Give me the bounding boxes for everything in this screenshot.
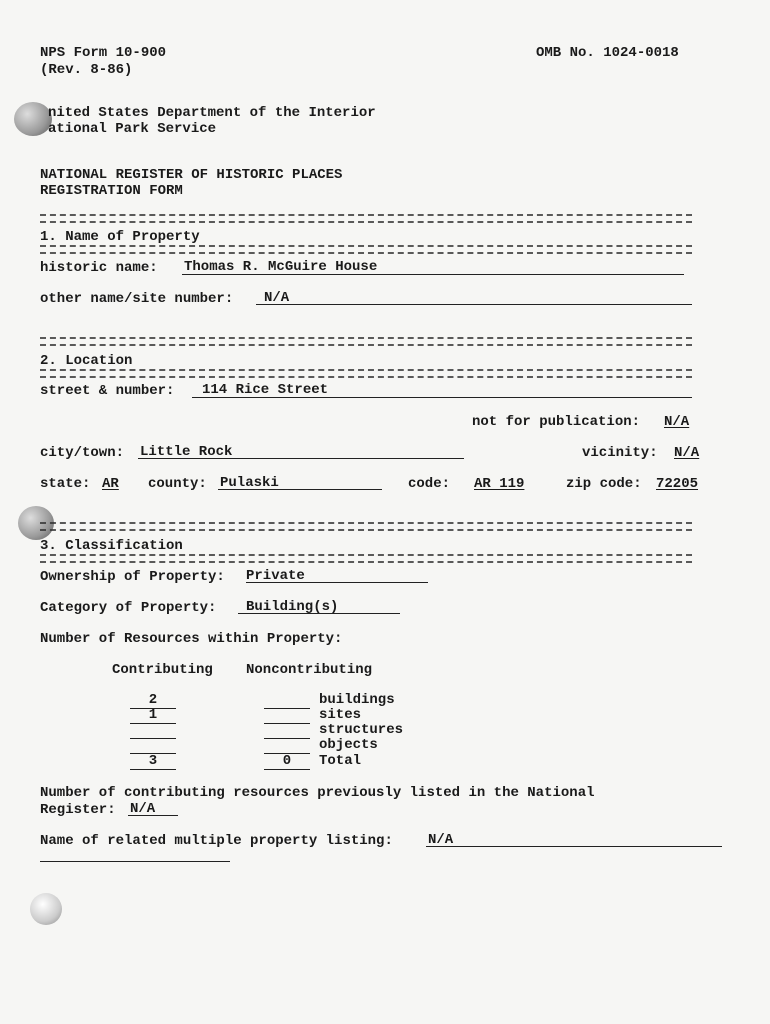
city-label: city/town: [40,445,125,461]
resource-label-buildings: buildings [319,692,395,708]
resources-label: Number of Resources within Property: [40,631,343,647]
section-heading: 3. Classification [40,538,183,554]
form-title: REGISTRATION FORM [40,183,183,199]
section-divider [40,554,692,563]
contributing-buildings[interactable]: 2 [130,693,176,709]
noncontributing-structures[interactable] [264,723,310,739]
form-number: NPS Form 10-900 [40,45,167,61]
street-label: street & number: [40,383,175,399]
county-label: county: [148,476,207,492]
street-value: 114 Rice Street [202,382,329,398]
service-name: ational Park Service [48,121,217,137]
noncontributing-header: Noncontributing [246,662,373,678]
historic-name-value: Thomas R. McGuire House [184,259,378,275]
noncontributing-objects[interactable] [264,738,310,754]
zip-code-value[interactable]: 72205 [656,476,699,492]
ownership-label: Ownership of Property: [40,569,225,585]
noncontributing-sites[interactable] [264,708,310,724]
resource-label-sites: sites [319,707,362,723]
punch-hole-bottom [30,893,62,925]
category-label: Category of Property: [40,600,217,616]
section-divider [40,369,692,378]
code-value[interactable]: AR 119 [474,476,525,492]
contributing-sites[interactable]: 1 [130,708,176,724]
section-heading: 1. Name of Property [40,229,200,245]
punch-hole-top [14,102,52,136]
section-heading: 2. Location [40,353,133,369]
previously-listed-value: N/A [130,801,156,817]
state-value[interactable]: AR [102,476,119,492]
category-value: Building(s) [246,599,339,615]
ownership-value: Private [246,568,305,584]
not-for-publication-label: not for publication: [472,414,641,430]
zip-code-label: zip code: [566,476,642,492]
resource-label-structures: structures [319,722,404,738]
vicinity-value[interactable]: N/A [674,445,700,461]
noncontributing-buildings[interactable] [264,693,310,709]
form-revision: (Rev. 8-86) [40,62,133,78]
contributing-total[interactable]: 3 [130,754,176,770]
omb-number: OMB No. 1024-0018 [536,45,679,61]
register-title: NATIONAL REGISTER OF HISTORIC PLACES [40,167,343,183]
other-name-field[interactable] [256,304,692,305]
historic-name-label: historic name: [40,260,158,276]
vicinity-label: vicinity: [582,445,658,461]
department-name: nited States Department of the Interior [48,105,376,121]
state-label: state: [40,476,91,492]
multiple-listing-field-continuation[interactable] [40,861,230,862]
other-name-label: other name/site number: [40,291,234,307]
section-divider [40,337,692,346]
multiple-listing-field[interactable] [426,846,722,847]
code-label: code: [408,476,451,492]
other-name-value: N/A [264,290,290,306]
resource-label-objects: objects [319,737,378,753]
contributing-header: Contributing [112,662,213,678]
previously-listed-text: Number of contributing resources previously listed in the National [40,785,595,801]
city-value: Little Rock [140,444,233,460]
section-divider [40,214,692,223]
noncontributing-total[interactable]: 0 [264,754,310,770]
multiple-listing-label: Name of related multiple property listing: [40,833,393,849]
previously-listed-label: Register: [40,802,116,818]
section-divider [40,245,692,254]
resource-label-total: Total [319,753,362,769]
contributing-objects[interactable] [130,738,176,754]
county-value: Pulaski [220,475,279,491]
contributing-structures[interactable] [130,723,176,739]
multiple-listing-value: N/A [428,832,454,848]
section-divider [40,522,692,531]
not-for-publication-value[interactable]: N/A [664,414,690,430]
